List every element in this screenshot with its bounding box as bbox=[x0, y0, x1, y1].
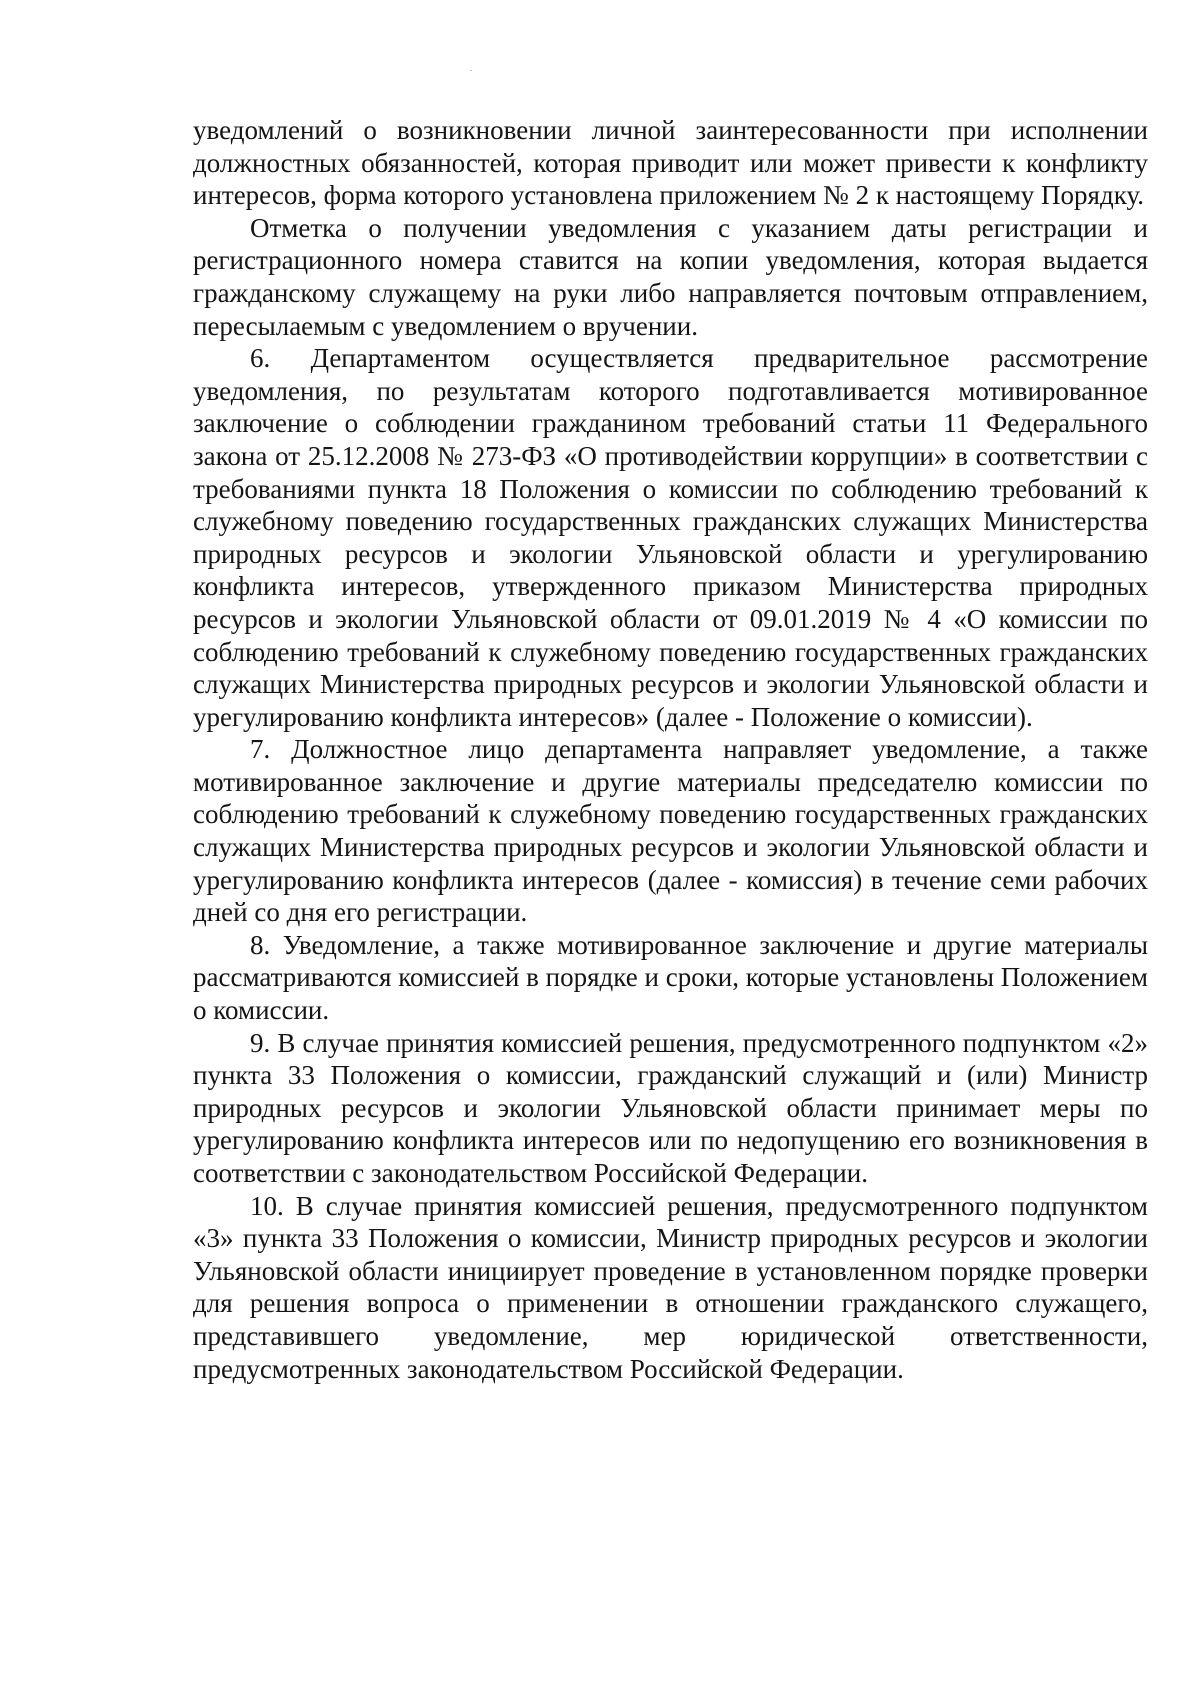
paragraph-item-9: 9. В случае принятия комиссией решения, предусмотренного подпунктом «2» пункта 33 Положения о комиссии, гражданский служащий и (или) Министр природных ресурсов и экологии Ульяновской области принимает меры по урегулированию конфликта интересов или по недопущению его возникновения в соответствии с законодательством Российской Федерации. bbox=[193, 1027, 1148, 1188]
paragraph-item-8: 8. Уведомление, а также мотивированное заключение и другие материалы рассматриваются комиссией в порядке и сроки, которые установлены Положением о комиссии. bbox=[193, 929, 1148, 1026]
paragraph-item-7: 7. Должностное лицо департамента направляет уведомление, а также мотивированное заключение и другие материалы председателю комиссии по соблюдению требований к служебному поведению государственных гражданских служащих Министерства природных ресурсов и экологии Ульяновской области и урегулированию конфликта интересов (далее - комиссия) в течение семи рабочих дней со дня его регистрации. bbox=[193, 734, 1148, 928]
scan-mark bbox=[470, 70, 472, 71]
paragraph-item-10: 10. В случае принятия комиссией решения, предусмотренного подпунктом «3» пункта 33 Положения о комиссии, Министр природных ресурсов и экологии Ульяновской области инициирует проведение в установленном порядке проверки для решения вопроса о применении в отношении гражданского служащего, представившего уведомление, мер юридической ответственности, предусмотренных законодательством Российской Федерации. bbox=[193, 1190, 1148, 1384]
paragraph-continuation: уведомлений о возникновении личной заинтересованности при исполнении должностных обязанностей, которая приводит или может привести к конфликту интересов, форма которого установлена приложением № 2 к настоящему Порядку. bbox=[193, 115, 1148, 211]
paragraph-item-6: 6. Департаментом осуществляется предварительное рассмотрение уведомления, по результатам которого подготавливается мотивированное заключение о соблюдении гражданином требований статьи 11 Федерального закона от 25.12.2008 № 273-ФЗ «О противодействии коррупции» в соответствии с требованиями пункта 18 Положения о комиссии по соблюдению требований к служебному поведению государственных гражданских служащих Министерства природных ресурсов и экологии Ульяновской области и урегулированию конфликта интересов, утвержденного приказом Министерства природных ресурсов и экологии Ульяновской области от 09.01.2019 № 4 «О комиссии по соблюдению требований к служебному поведению государственных гражданских служащих Министерства природных ресурсов и экологии Ульяновской области и урегулированию конфликта интересов» (далее - Положение о комиссии). bbox=[193, 343, 1148, 732]
paragraph-registration-mark: Отметка о получении уведомления с указанием даты регистрации и регистрационного номера ставится на копии уведомления, которая выдается гражданскому служащему на руки либо направляется почтовым отправлением, пересылаемым с уведомлением о вручении. bbox=[193, 212, 1148, 341]
document-body bbox=[193, 114, 1148, 1385]
